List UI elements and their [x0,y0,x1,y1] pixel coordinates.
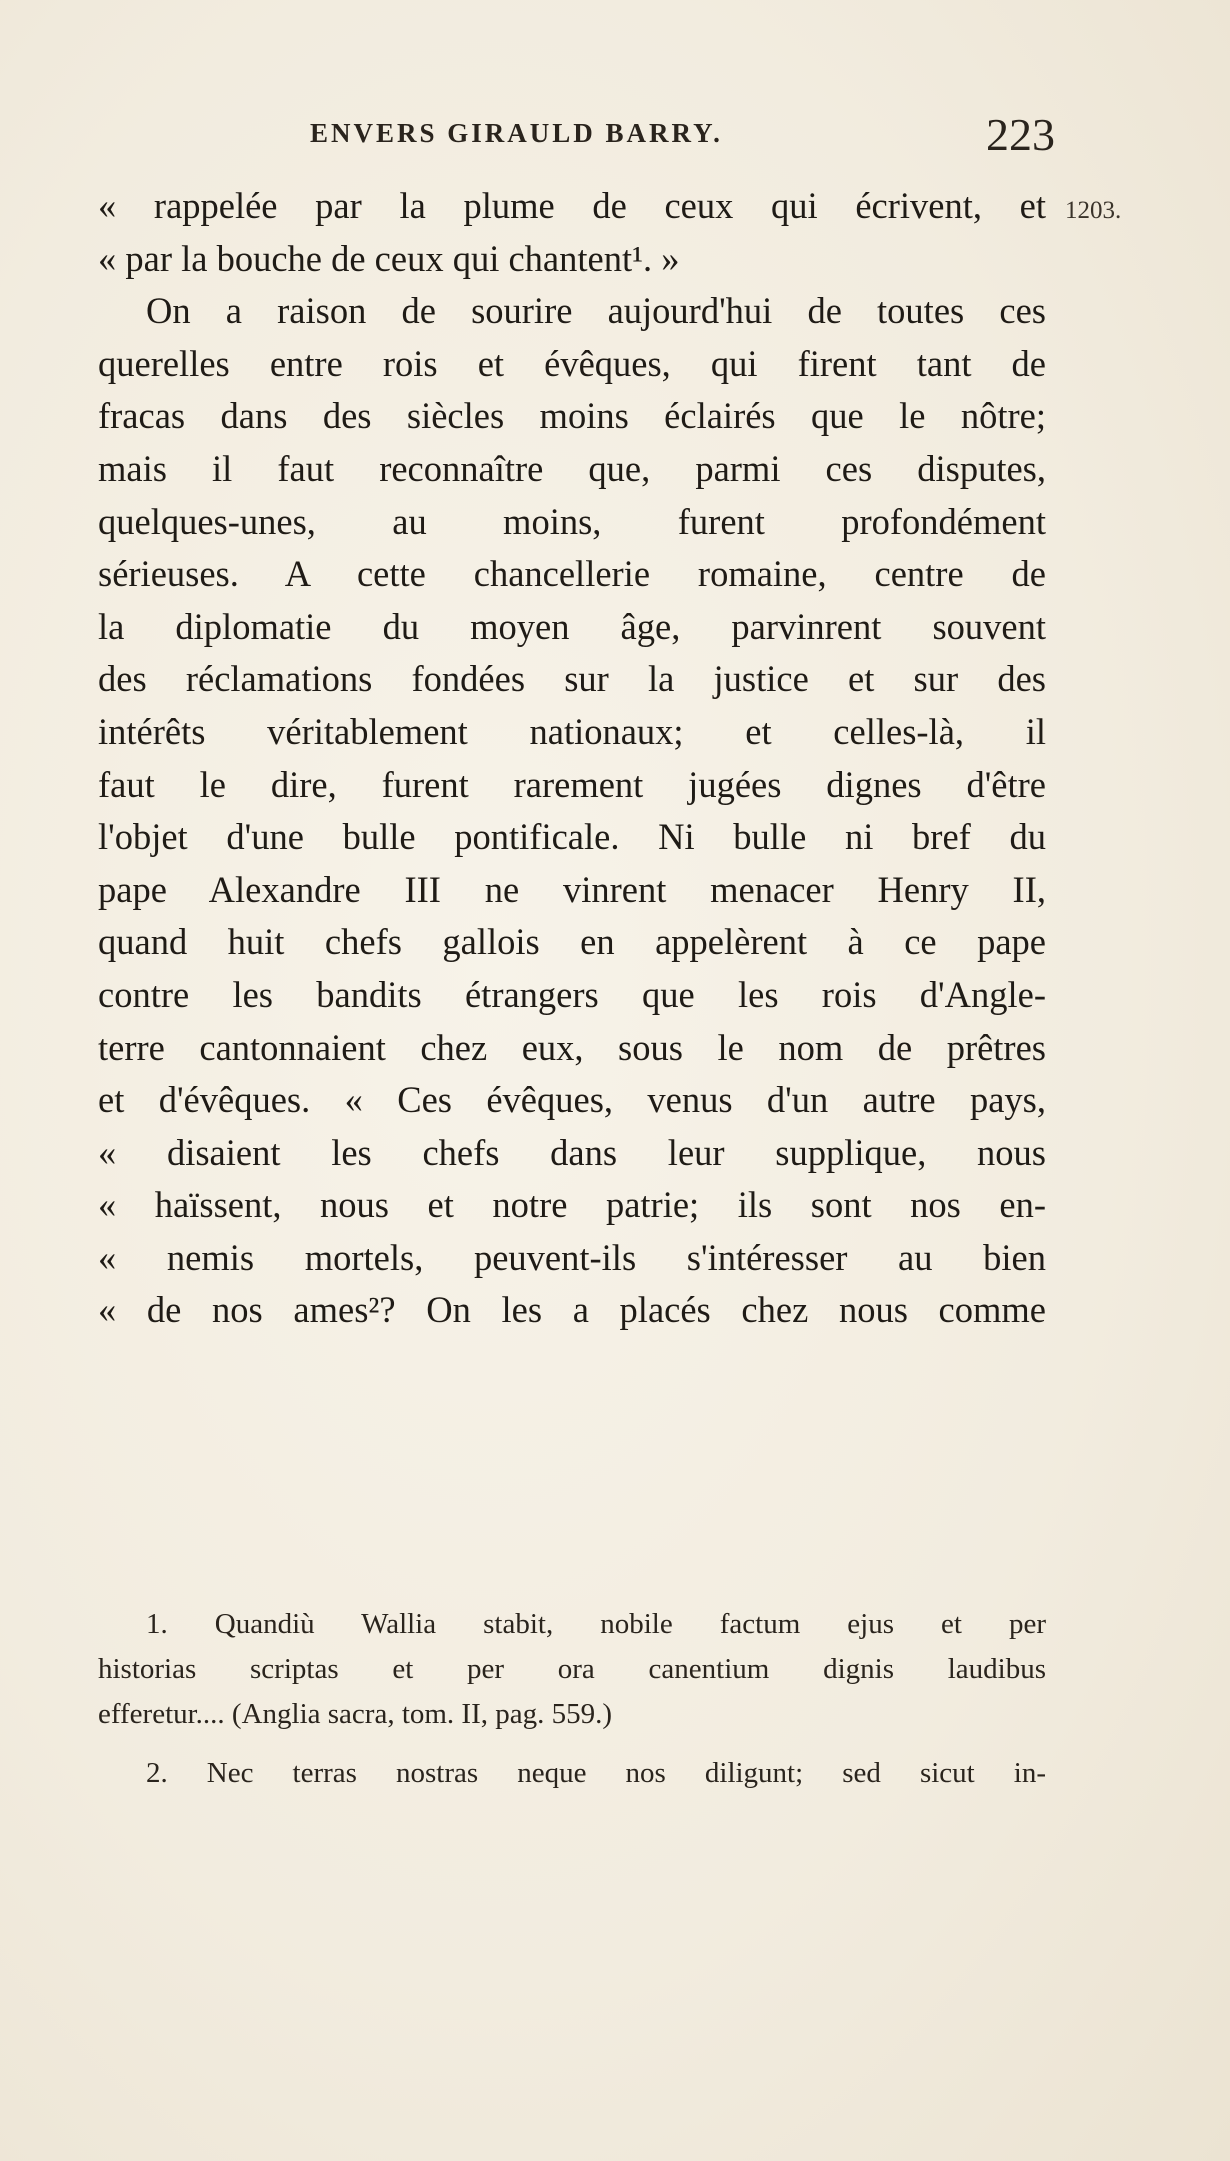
text-line: On a raison de sourire aujourd'hui de toutes ces [146,290,1046,332]
footnote-line: 2. Nec terras nostras neque nos diligunt; sed sicut in- [146,1757,1046,1789]
footnote-line: efferetur.... (Anglia sacra, tom. II, pag. 559.) [98,1698,613,1730]
text-line: pape Alexandre III ne vinrent menacer Henry II, [98,868,1046,910]
page-number: 223 [986,109,1055,160]
text-line: et d'évêques. « Ces évêques, venus d'un autre pays, [98,1079,1046,1121]
text-line: terre cantonnaient chez eux, sous le nom de prêtres [98,1026,1046,1068]
text-line: mais il faut reconnaître que, parmi ces disputes, [98,447,1046,489]
paragraph [98,285,1046,1337]
text-line: sérieuses. A cette chancellerie romaine, centre de [98,553,1046,595]
text-line: « rappelée par la plume de ceux qui écrivent, et [98,185,1046,226]
text-line: « haïssent, nous et notre patrie; ils sont nos en- [98,1184,1046,1226]
text-line: quand huit chefs gallois en appelèrent à ce pape [98,921,1046,963]
text-line: contre les bandits étrangers que les rois d'Angle- [98,973,1046,1015]
footnotes [98,1602,1046,1796]
margin-year-note: 1203. [1065,197,1122,224]
text-line: l'objet d'une bulle pontificale. Ni bulle ni bref du [98,816,1046,858]
footnote-1 [98,1602,1046,1737]
page-header [310,109,1055,162]
main-text [98,180,1046,1337]
text-line: « disaient les chefs dans leur supplique, nous [98,1131,1046,1173]
footnote-line: historias scriptas et per ora canentium dignis laudibus [98,1653,1046,1685]
text-line: querelles entre rois et évêques, qui firent tant de [98,342,1046,384]
text-line: fracas dans des siècles moins éclairés que le nôtre; [98,395,1046,437]
footnote-line: 1. Quandiù Wallia stabit, nobile factum ejus et per [146,1608,1046,1640]
text-line: faut le dire, furent rarement jugées dignes d'être [98,763,1046,805]
text-line: la diplomatie du moyen âge, parvinrent souvent [98,605,1046,647]
running-head: ENVERS GIRAULD BARRY. [310,118,723,148]
text-line: « de nos ames²? On les a placés chez nous comme [98,1289,1046,1331]
footnote-2 [98,1751,1046,1796]
text-line: « nemis mortels, peuvent-ils s'intéresser au bien [98,1236,1046,1278]
paragraph-continuation [98,180,1046,285]
footnote-spacer [98,1737,1046,1751]
text-line: intérêts véritablement nationaux; et celles-là, il [98,710,1046,752]
text-line: des réclamations fondées sur la justice et sur des [98,658,1046,700]
text-line: « par la bouche de ceux qui chantent¹. » [98,237,680,279]
text-line: quelques-unes, au moins, furent profondément [98,500,1046,542]
